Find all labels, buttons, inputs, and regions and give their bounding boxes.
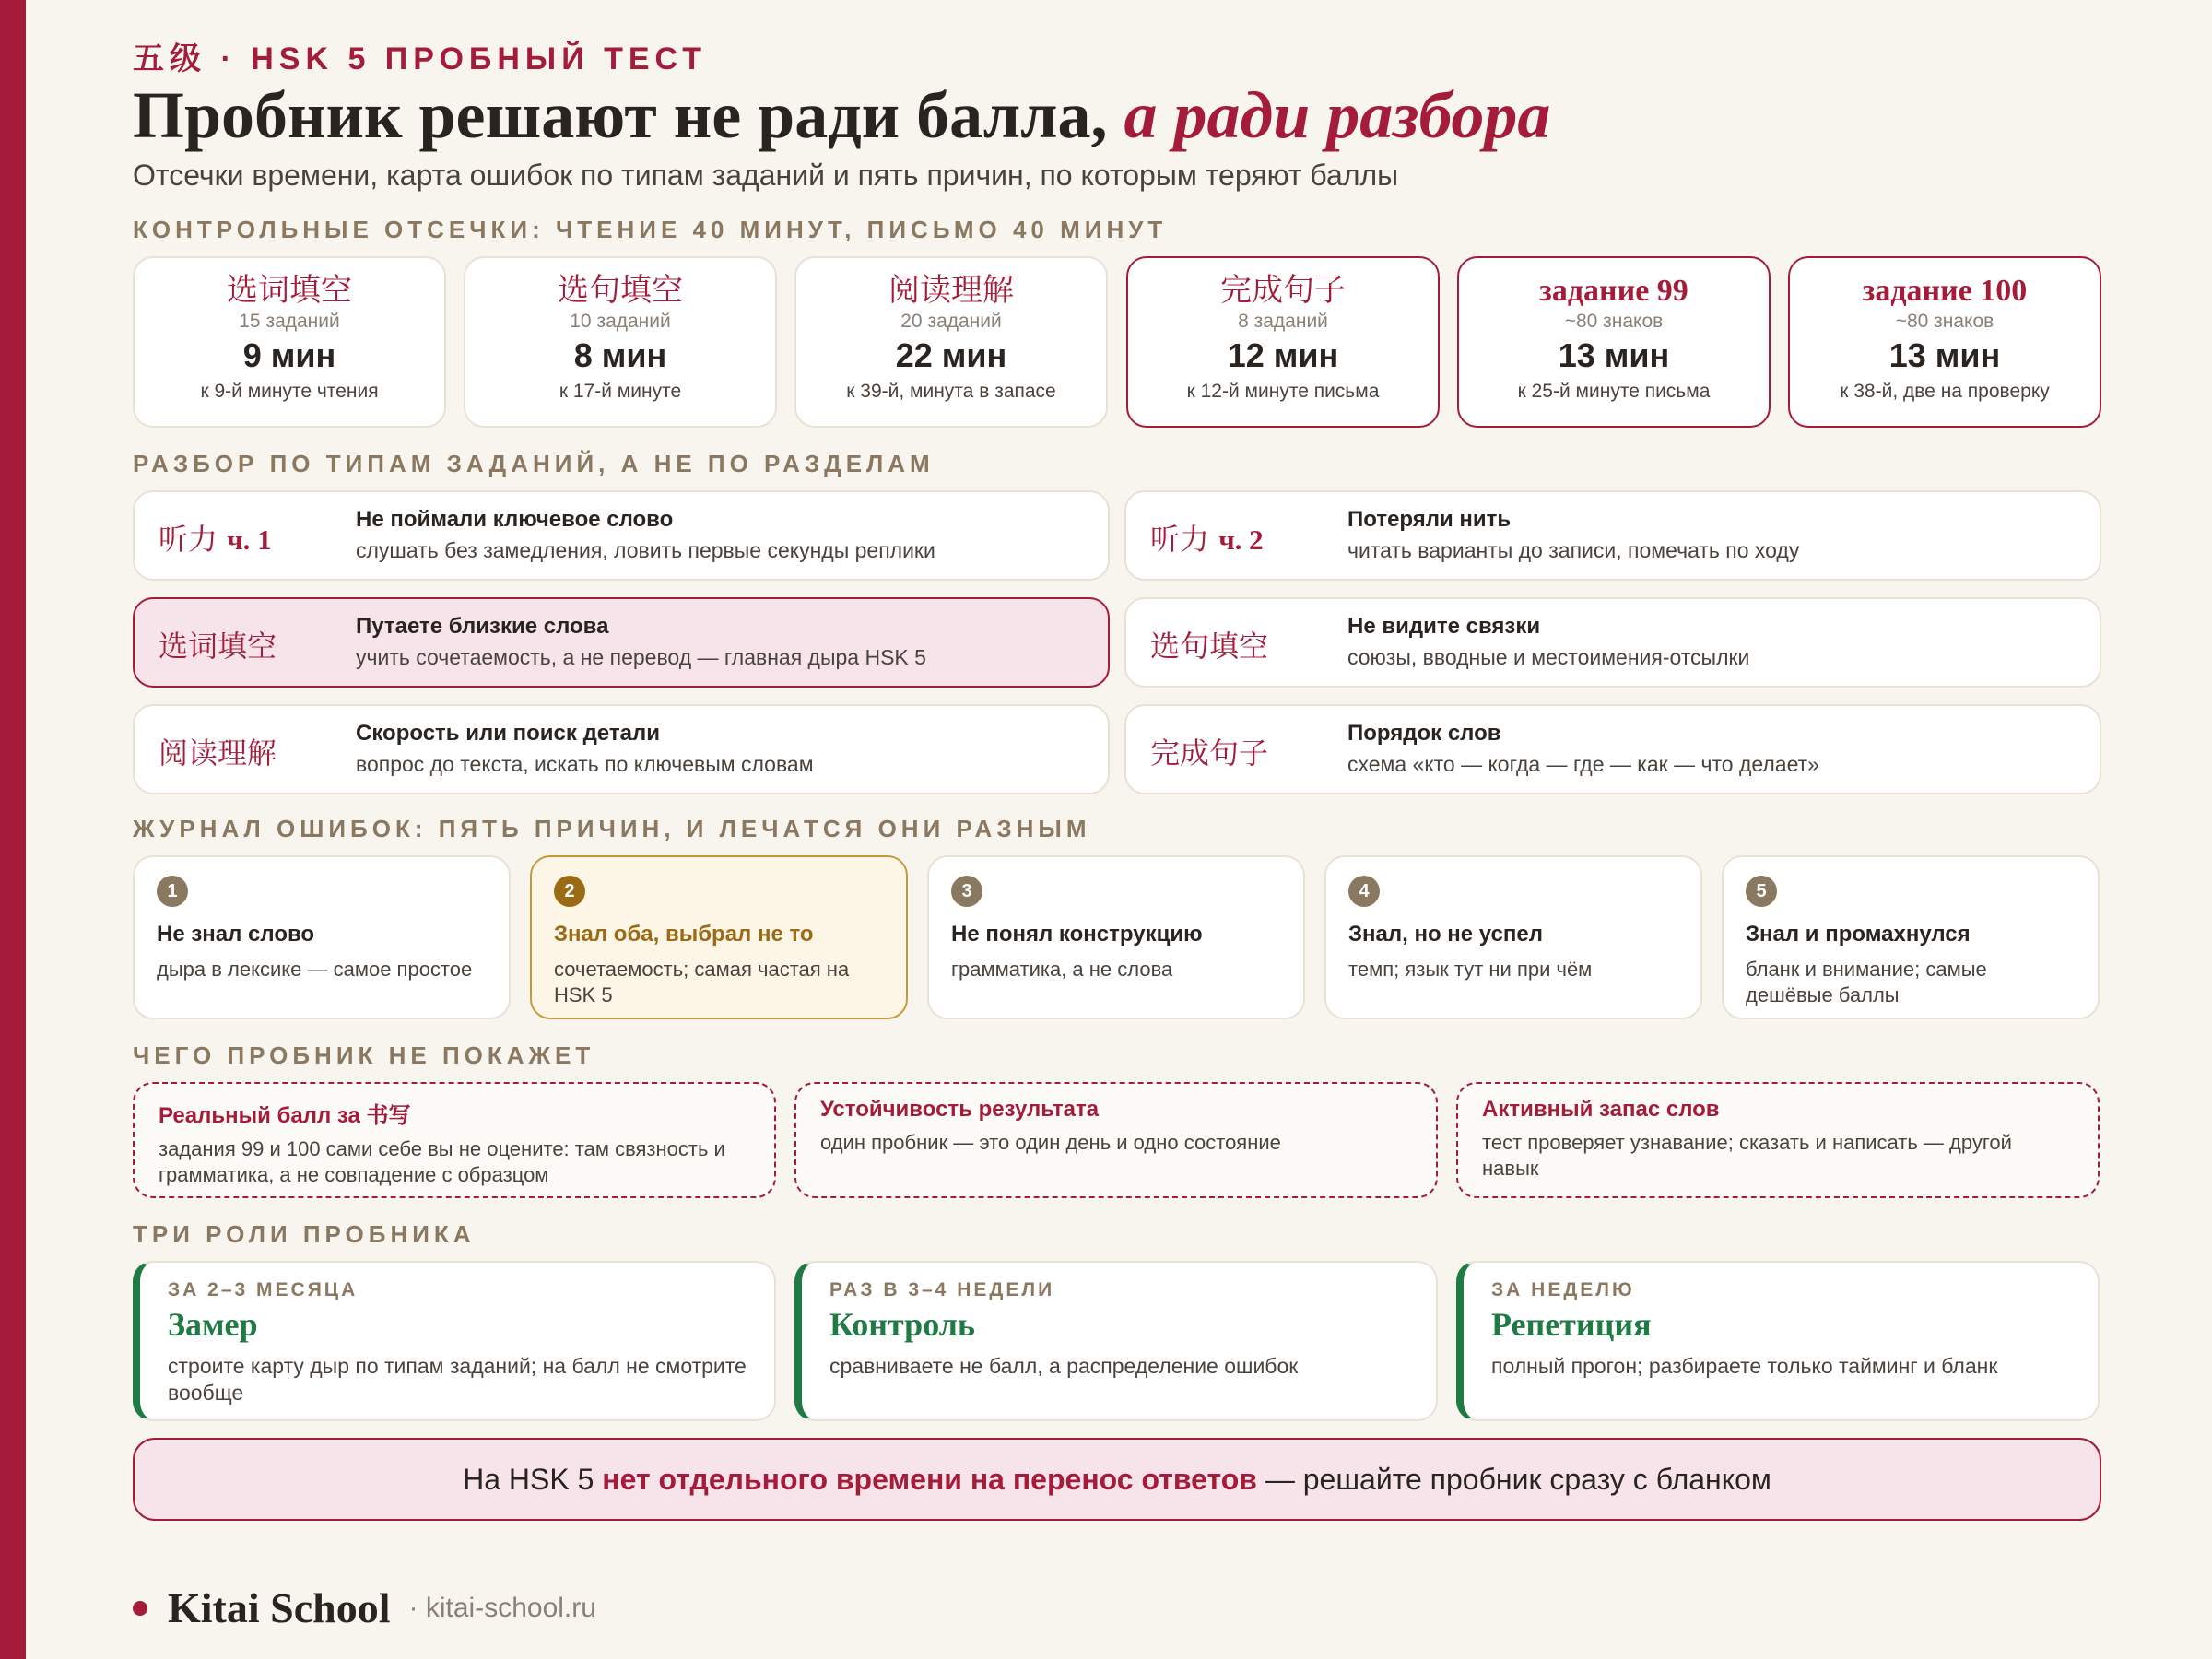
timing-note: к 38-й, две на проверку: [1840, 381, 2050, 403]
breakdown-part: ч. 1: [227, 524, 272, 556]
timing-note: к 39-й, минута в запасе: [846, 381, 1056, 403]
timing-note: к 25-й минуте письма: [1517, 381, 1711, 403]
timing-card: [464, 256, 777, 428]
timing-note: к 12-й минуте письма: [1186, 381, 1380, 403]
limit-title: Реальный балл за 书写: [159, 1103, 411, 1128]
role-card: [133, 1261, 776, 1421]
brand-name: Kitai School: [168, 1584, 391, 1631]
breakdown-name: [1150, 516, 1264, 559]
breakdown-card: [1124, 597, 2101, 688]
timing-name: 完成句子: [1220, 272, 1346, 309]
breakdown-title: Не поймали ключевое слово: [356, 507, 674, 532]
limit-title: Активный запас слов: [1482, 1097, 1720, 1122]
left-accent-bar: [0, 0, 26, 1659]
breakdown-title: Скорость или поиск детали: [356, 721, 660, 746]
role-desc: сравниваете не балл, а распределение ошибок: [830, 1354, 1299, 1378]
callout-before: На HSK 5: [463, 1463, 603, 1496]
footer: [133, 1583, 596, 1632]
error-desc: дыра в лексике — самое простое: [157, 958, 473, 981]
timing-minutes: 13 мин: [1888, 336, 2001, 375]
error-card: [133, 855, 511, 1019]
breakdown-title: Порядок слов: [1347, 721, 1501, 746]
title-accent: а ради разбора: [1124, 78, 1551, 152]
error-card: [1722, 855, 2100, 1019]
breakdown-desc: союзы, вводные и местоимения-отсылки: [1347, 645, 1750, 669]
error-title: Знал оба, выбрал не то: [554, 922, 814, 947]
limit-title: Устойчивость результата: [820, 1097, 1100, 1122]
breakdown-title: Не видите связки: [1347, 614, 1541, 639]
breakdown-section-label: РАЗБОР ПО ТИПАМ ЗАДАНИЙ, А НЕ ПО РАЗДЕЛАМ: [133, 450, 935, 477]
limit-card: [1456, 1082, 2100, 1198]
timing-minutes: 22 мин: [895, 336, 1007, 375]
error-number: 2: [554, 876, 585, 907]
limit-desc: тест проверяет узнавание; сказать и написать — другой навык: [1482, 1131, 2012, 1180]
error-desc: сочетаемость; самая частая на HSK 5: [554, 958, 850, 1006]
breakdown-part: ч. 2: [1218, 524, 1264, 556]
breakdown-title: Потеряли нить: [1347, 507, 1512, 532]
breakdown-hanzi: 听力: [1150, 522, 1210, 557]
role-title: Контроль: [830, 1306, 975, 1343]
callout-strong: нет отдельного времени на перенос ответов: [602, 1463, 1257, 1496]
timing-count: 10 заданий: [570, 311, 671, 333]
timing-card: [1788, 256, 2101, 428]
role-when: ЗА 2–3 МЕСЯЦА: [168, 1279, 359, 1300]
timing-minutes: 9 мин: [242, 336, 336, 375]
error-number: 5: [1746, 876, 1777, 907]
timing-minutes: 12 мин: [1227, 336, 1339, 375]
breakdown-card: [133, 704, 1110, 794]
limit-card: [133, 1082, 776, 1198]
eyebrow: 五级 · HSK 5 ПРОБНЫЙ ТЕСТ: [133, 41, 707, 76]
error-desc: грамматика, а не слова: [951, 958, 1173, 981]
error-title: Знал и промахнулся: [1746, 922, 1971, 947]
limit-desc: один пробник — это один день и одно состояние: [820, 1131, 1281, 1154]
timing-card: [133, 256, 446, 428]
breakdown-desc: читать варианты до записи, помечать по ходу: [1347, 538, 1800, 562]
error-number: 4: [1348, 876, 1380, 907]
error-card: [927, 855, 1305, 1019]
timing-count: 8 заданий: [1238, 311, 1328, 333]
breakdown-desc: схема «кто — когда — где — как — что делает»: [1347, 752, 1819, 776]
breakdown-desc: учить сочетаемость, а не перевод — главная дыра HSK 5: [356, 645, 926, 669]
timing-minutes: 13 мин: [1558, 336, 1670, 375]
role-desc: полный прогон; разбираете только тайминг и бланк: [1491, 1354, 1998, 1378]
error-title: Знал, но не успел: [1348, 922, 1543, 947]
error-number: 1: [157, 876, 188, 907]
error-title: Не понял конструкцию: [951, 922, 1203, 947]
limit-card: [794, 1082, 1438, 1198]
site-link[interactable]: · kitai-school.ru: [408, 1592, 596, 1623]
breakdown-hanzi: 听力: [159, 522, 218, 557]
brand-dot-icon: [133, 1601, 147, 1616]
errors-section-label: ЖУРНАЛ ОШИБОК: ПЯТЬ ПРИЧИН, И ЛЕЧАТСЯ ОНИ РАЗНЫМ: [133, 815, 1091, 842]
breakdown-desc: слушать без замедления, ловить первые секунды реплики: [356, 538, 935, 562]
timing-count: ~80 знаков: [1895, 311, 1994, 333]
timing-count: 15 заданий: [239, 311, 340, 333]
breakdown-name: 选句填空: [1150, 629, 1269, 664]
callout-banner: [133, 1438, 2101, 1521]
role-when: РАЗ В 3–4 НЕДЕЛИ: [830, 1279, 1055, 1300]
timing-name: 选句填空: [558, 272, 683, 309]
breakdown-name: 阅读理解: [159, 735, 277, 771]
page-title: [133, 77, 1550, 154]
timing-name: задание 99: [1539, 274, 1688, 308]
role-title: Репетиция: [1491, 1306, 1652, 1343]
error-desc: темп; язык тут ни при чём: [1348, 958, 1593, 981]
breakdown-name: 完成句子: [1150, 735, 1269, 771]
limit-desc: задания 99 и 100 сами себе вы не оцените: там связность и грамматика, а не совпадение с образцом: [159, 1137, 725, 1186]
breakdown-card-highlighted: [133, 597, 1110, 688]
error-card-highlighted: [530, 855, 908, 1019]
error-desc: бланк и внимание; самые дешёвые баллы: [1746, 958, 1987, 1006]
breakdown-card: [1124, 490, 2101, 581]
timing-card: [1126, 256, 1440, 428]
limits-section-label: ЧЕГО ПРОБНИК НЕ ПОКАЖЕТ: [133, 1041, 595, 1069]
subtitle: Отсечки времени, карта ошибок по типам заданий и пять причин, по которым теряют баллы: [133, 159, 1399, 192]
timing-count: ~80 знаков: [1564, 311, 1664, 333]
role-title: Замер: [168, 1306, 258, 1343]
timing-card: [1457, 256, 1771, 428]
role-card: [794, 1261, 1438, 1421]
breakdown-title: Путаете близкие слова: [356, 614, 609, 639]
timing-name: 选词填空: [227, 272, 352, 309]
timing-card: [794, 256, 1108, 428]
timing-name: задание 100: [1862, 274, 2028, 308]
breakdown-name: [159, 516, 272, 559]
title-main: Пробник решают не ради балла,: [133, 78, 1108, 152]
breakdown-card: [1124, 704, 2101, 794]
timing-note: к 17-й минуте: [559, 381, 682, 403]
callout-after: — решайте пробник сразу с бланком: [1256, 1463, 1771, 1496]
error-number: 3: [951, 876, 982, 907]
timing-note: к 9-й минуте чтения: [200, 381, 379, 403]
role-desc: строите карту дыр по типам заданий; на балл не смотрите вообще: [168, 1354, 747, 1405]
role-when: ЗА НЕДЕЛЮ: [1491, 1279, 1635, 1300]
roles-section-label: ТРИ РОЛИ ПРОБНИКА: [133, 1220, 476, 1248]
timing-section-label: КОНТРОЛЬНЫЕ ОТСЕЧКИ: ЧТЕНИЕ 40 МИНУТ, ПИСЬМО 40 МИНУТ: [133, 216, 1168, 243]
timing-count: 20 заданий: [900, 311, 1002, 333]
timing-minutes: 8 мин: [573, 336, 667, 375]
role-card: [1456, 1261, 2100, 1421]
timing-name: 阅读理解: [888, 272, 1014, 309]
breakdown-name: 选词填空: [159, 629, 277, 664]
breakdown-card: [133, 490, 1110, 581]
error-card: [1324, 855, 1702, 1019]
error-title: Не знал слово: [157, 922, 315, 947]
breakdown-desc: вопрос до текста, искать по ключевым словам: [356, 752, 814, 776]
